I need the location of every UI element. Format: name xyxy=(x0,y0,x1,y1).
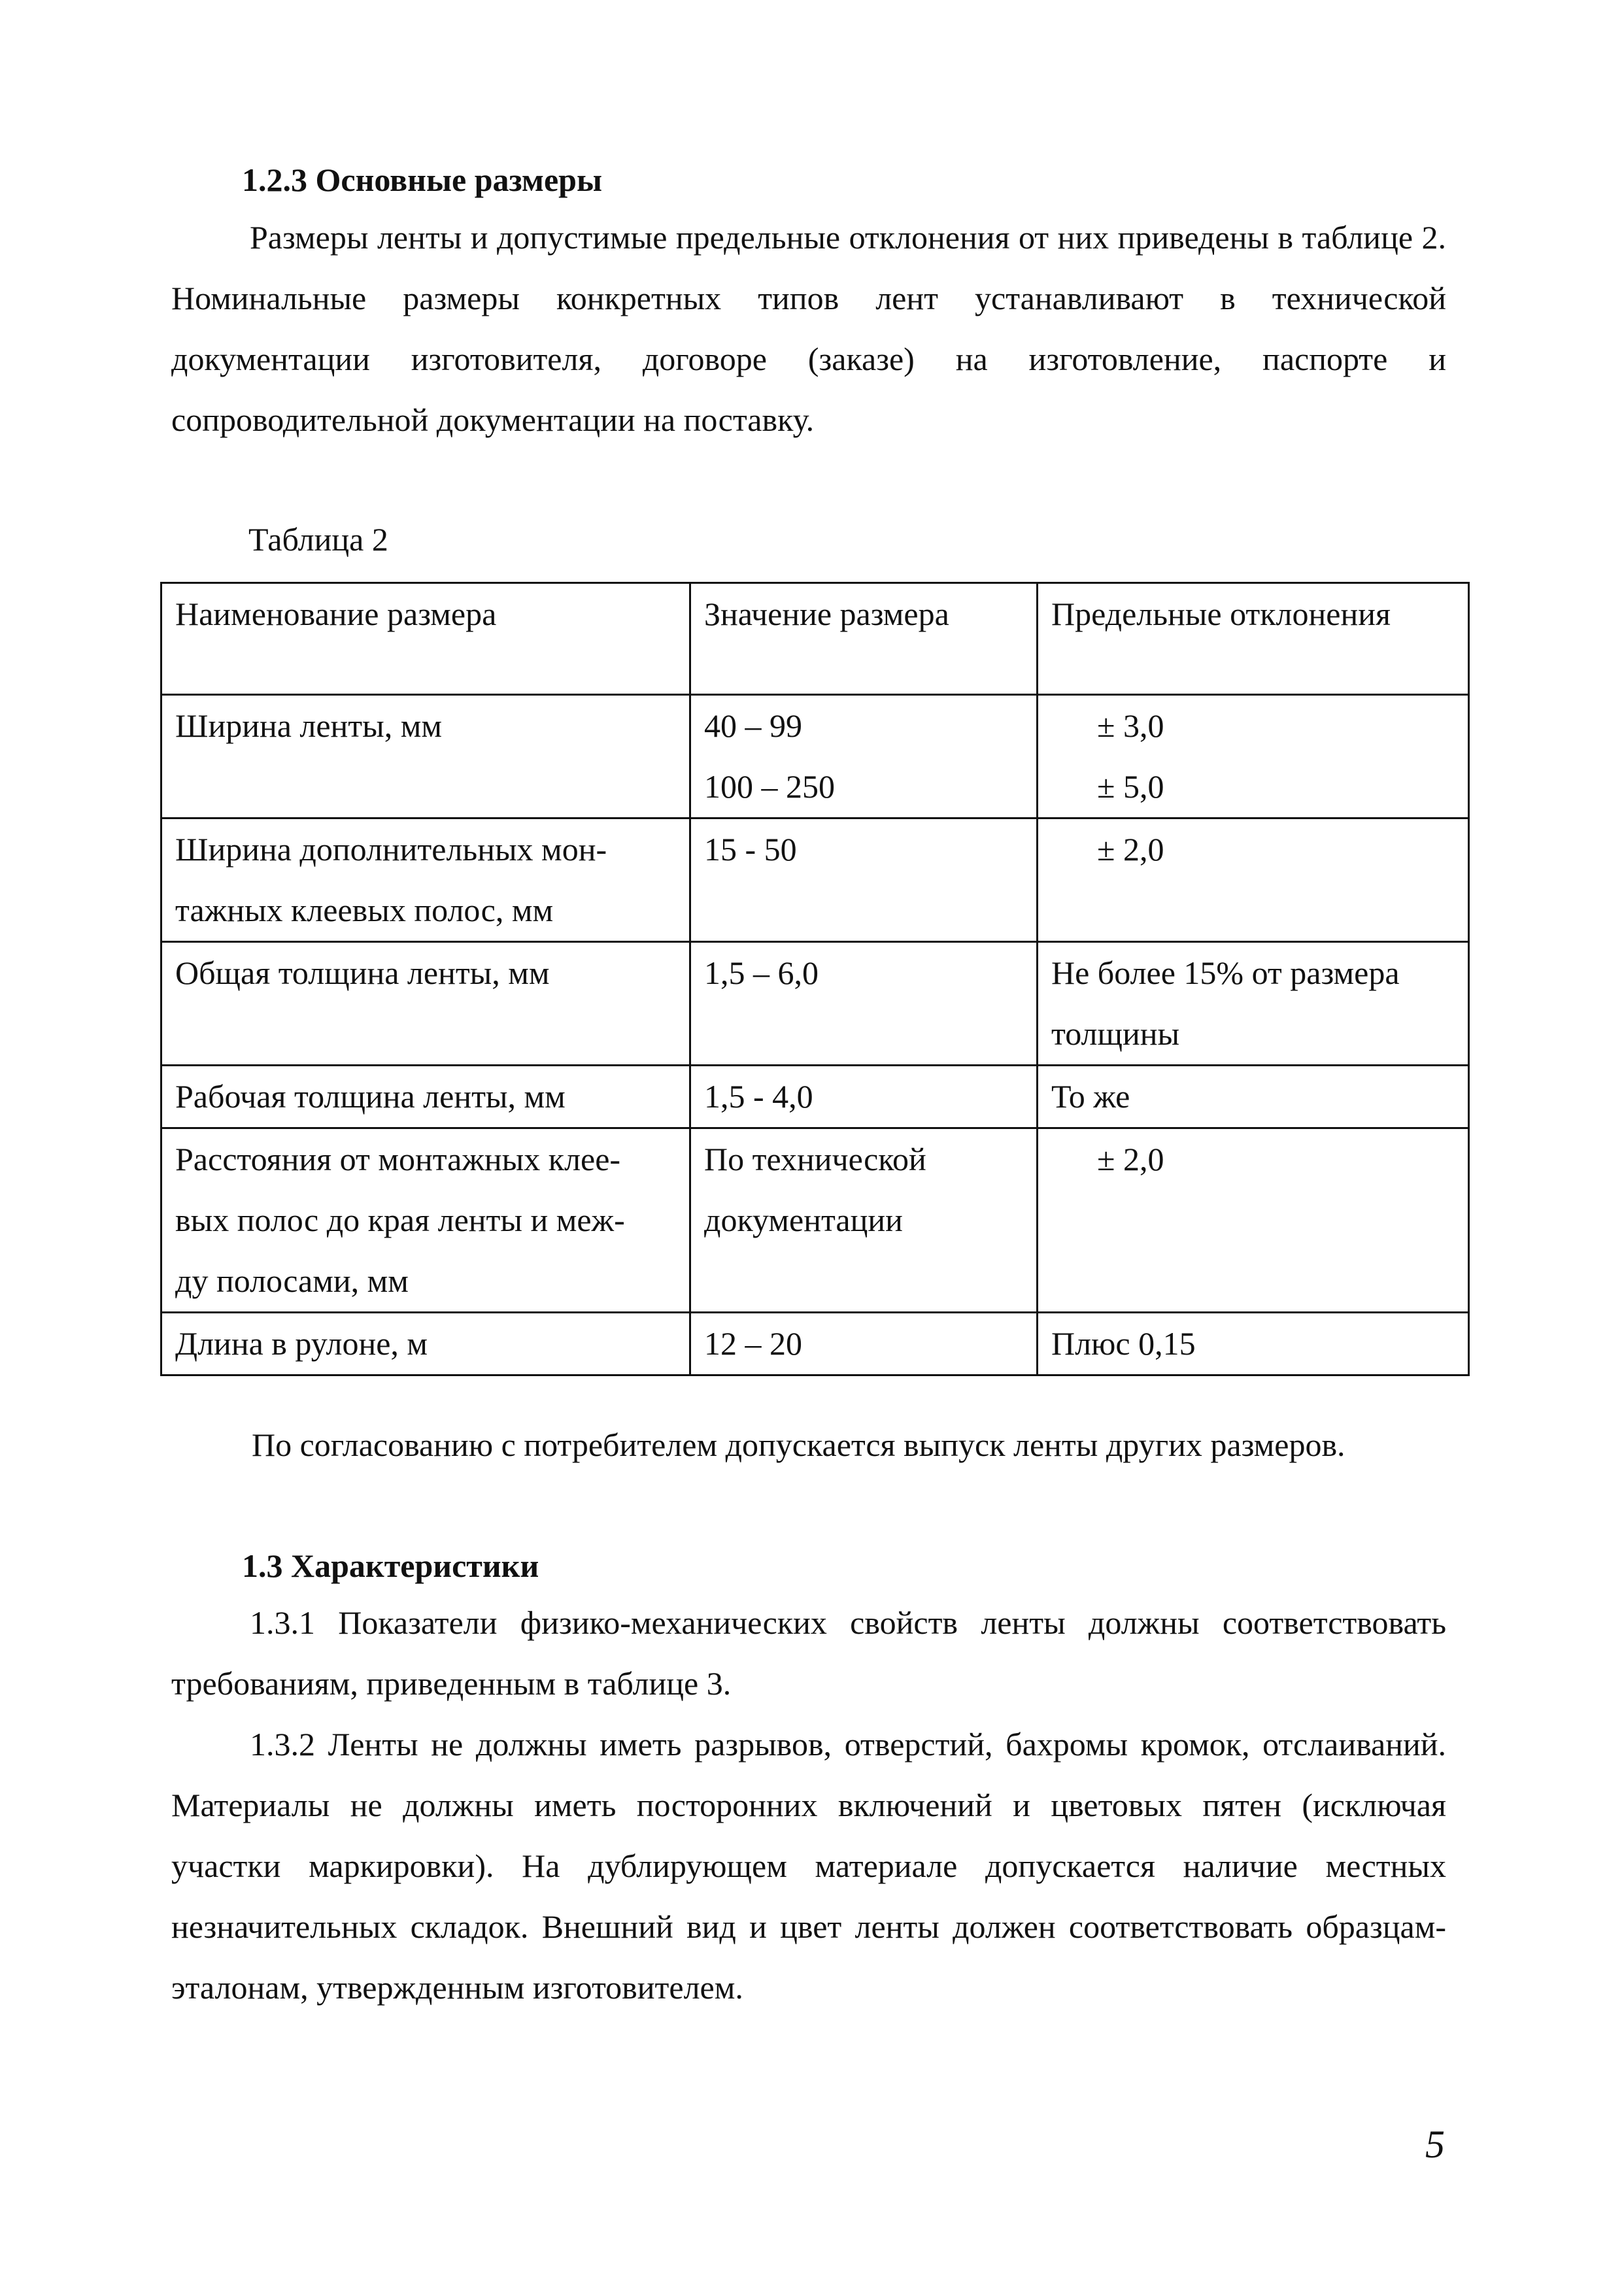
cell-size-name xyxy=(161,942,690,1066)
section-1-3-2-paragraph: 1.3.2 Ленты не должны иметь разрывов, отверстий, бахромы кромок, отслаиваний. Материалы не должны иметь посторонних включений и цветовых пятен (исключая участки маркировки). На дублирующем материале допускается наличие местных незначительных складок. Внешний вид и цвет ленты должен соответствовать образцам-эталонам, утвержденным изготовителем. xyxy=(171,1726,1446,2006)
cell-size-value-line: 12 – 20 xyxy=(704,1325,802,1362)
cell-deviation-line: ± 2,0 xyxy=(1097,1141,1164,1177)
cell-deviation xyxy=(1038,695,1469,818)
cell-deviation xyxy=(1038,942,1469,1066)
cell-size-value-line: 15 - 50 xyxy=(704,831,797,868)
cell-size-name xyxy=(161,1128,690,1313)
header-name: Наименование размера xyxy=(161,583,690,695)
cell-size-name-line: Ширина дополнительных мон- xyxy=(175,831,607,868)
table-caption: Таблица 2 xyxy=(248,521,388,558)
dimensions-table xyxy=(160,582,1470,1376)
cell-deviation-line: ± 2,0 xyxy=(1097,831,1164,868)
cell-size-name-line: ду полосами, мм xyxy=(175,1262,409,1299)
table-note: По согласованию с потребителем допускается выпуск ленты других размеров. xyxy=(252,1426,1345,1463)
cell-size-value xyxy=(690,818,1038,942)
cell-deviation xyxy=(1038,1066,1469,1128)
cell-size-name xyxy=(161,1313,690,1375)
cell-size-value-line: документации xyxy=(704,1202,903,1238)
cell-size-name-line: тажных клеевых полос, мм xyxy=(175,892,554,928)
cell-size-name-line: вых полос до края ленты и меж- xyxy=(175,1202,625,1238)
cell-deviation-line: То же xyxy=(1051,1078,1130,1115)
cell-size-name-line: Рабочая толщина ленты, мм xyxy=(175,1078,566,1115)
cell-size-value xyxy=(690,1128,1038,1313)
cell-size-value-line: 40 – 99 xyxy=(704,707,802,744)
header-value: Значение размера xyxy=(690,583,1038,695)
table-row xyxy=(161,1313,1469,1375)
cell-deviation xyxy=(1038,818,1469,942)
cell-size-value-line: 1,5 - 4,0 xyxy=(704,1078,813,1115)
cell-size-value-line: По технической xyxy=(704,1141,926,1177)
cell-size-value-line: 1,5 – 6,0 xyxy=(704,954,819,991)
table-header-row xyxy=(161,583,1469,695)
cell-size-name xyxy=(161,1066,690,1128)
table-row xyxy=(161,1128,1469,1313)
cell-size-name-line: Общая толщина ленты, мм xyxy=(175,954,550,991)
table-row xyxy=(161,942,1469,1066)
cell-size-value xyxy=(690,1313,1038,1375)
header-deviation: Предельные отклонения xyxy=(1038,583,1469,695)
table-row xyxy=(161,1066,1469,1128)
cell-size-value xyxy=(690,942,1038,1066)
section-1-2-3-paragraph: Размеры ленты и допустимые предельные отклонения от них приведены в таблице 2. Номинальные размеры конкретных типов лент устанавливают в технической документации изготовителя, договоре (заказе) на изготовление, паспорте и сопроводительной документации на поставку. xyxy=(171,219,1446,438)
cell-size-value-line: 100 – 250 xyxy=(704,768,835,805)
cell-deviation-line: ± 3,0 xyxy=(1097,707,1164,744)
cell-deviation-line: толщины xyxy=(1051,1015,1180,1052)
cell-deviation xyxy=(1038,1128,1469,1313)
table-row xyxy=(161,695,1469,818)
cell-size-name-line: Расстояния от монтажных клее- xyxy=(175,1141,621,1177)
cell-size-name-line: Ширина ленты, мм xyxy=(175,707,443,744)
page-number: 5 xyxy=(1425,2123,1445,2166)
section-heading-1-2-3: 1.2.3 Основные размеры xyxy=(242,161,602,198)
cell-size-name xyxy=(161,818,690,942)
cell-size-value xyxy=(690,1066,1038,1128)
table-row xyxy=(161,818,1469,942)
cell-size-name xyxy=(161,695,690,818)
cell-size-name-line: Длина в рулоне, м xyxy=(175,1325,428,1362)
cell-deviation-line: Не более 15% от размера xyxy=(1051,954,1400,991)
cell-deviation xyxy=(1038,1313,1469,1375)
cell-size-value xyxy=(690,695,1038,818)
cell-deviation-line: Плюс 0,15 xyxy=(1051,1325,1196,1362)
section-heading-1-3: 1.3 Характеристики xyxy=(242,1547,539,1584)
cell-deviation-line: ± 5,0 xyxy=(1097,768,1164,805)
section-1-3-1-paragraph: 1.3.1 Показатели физико-механических свойств ленты должны соответствовать требованиям, приведенным в таблице 3. xyxy=(171,1604,1446,1702)
